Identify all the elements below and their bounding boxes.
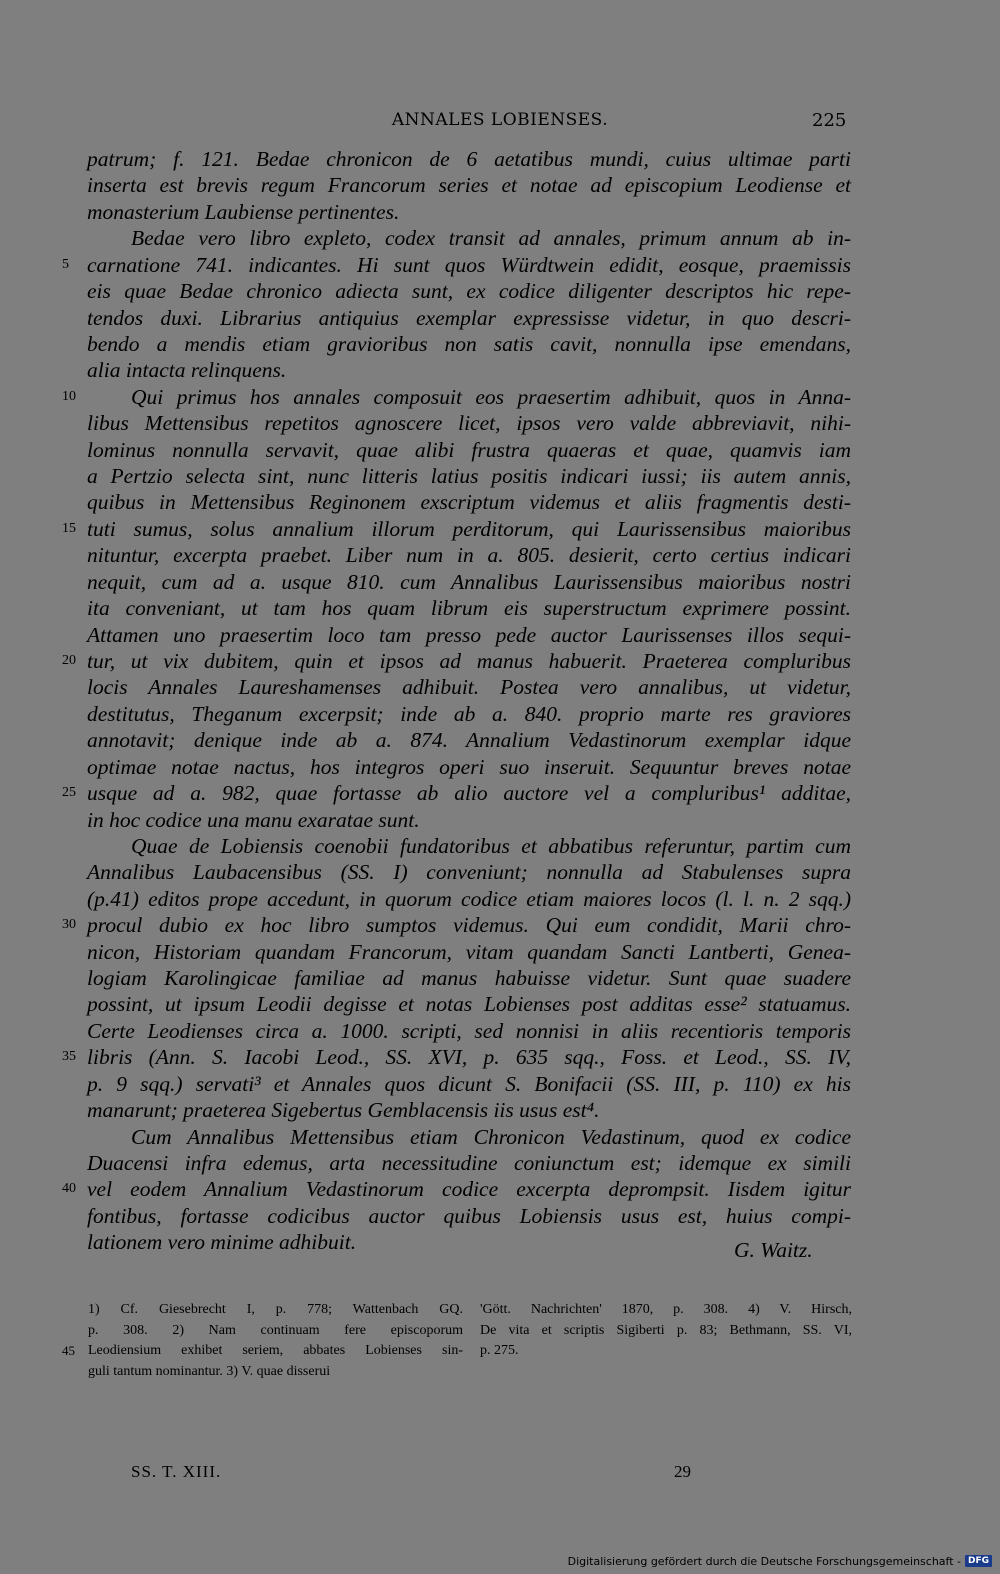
text-line: libus Mettensibus repetitos agnoscere licet, ipsos vero valde abbreviavit, nihi-	[87, 411, 851, 435]
text-line: lominus nonnulla servavit, quae alibi frustra quaeras et quae, quamvis iam	[87, 438, 851, 462]
text-line: logiam Karolingicae familiae ad manus habuisse videtur. Sunt quae suadere	[87, 966, 851, 990]
footnote-line: De vita et scriptis Sigiberti p. 83; Bethmann, SS. VI,	[480, 1322, 852, 1338]
text-line: destitutus, Theganum excerpsit; inde ab a. 840. proprio marte res graviores	[87, 702, 851, 726]
text-line: p. 9 sqq.) servati³ et Annales quos dicunt S. Bonifacii (SS. III, p. 110) ex his	[87, 1072, 851, 1096]
text-line: Attamen uno praesertim loco tam presso pede auctor Laurissenses illos sequi-	[87, 623, 851, 647]
footnote-line: 'Gött. Nachrichten' 1870, p. 308. 4) V. Hirsch,	[480, 1302, 852, 1317]
footnotes-right-column	[480, 1300, 852, 1362]
line-number: 15	[62, 521, 76, 536]
credit-text: Digitalisierung gefördert durch die Deutsche Forschungsgemeinschaft -	[567, 1554, 961, 1568]
text-line: possint, ut ipsum Leodii degisse et notas Lobienses post additas esse² statuamus.	[87, 992, 851, 1016]
text-line: a Pertzio selecta sint, nunc litteris latius positis indicari iussi; iis autem annis,	[87, 464, 851, 488]
footnote-line: p. 308. 2) Nam continuam fere episcoporum	[88, 1322, 463, 1338]
text-line: in hoc codice una manu exaratae sunt.	[87, 808, 420, 832]
text-line: Annalibus Laubacensibus (SS. I) conveniunt; nonnulla ad Stabulenses supra	[87, 860, 851, 884]
text-line: ita conveniant, ut tam hos quam librum eis superstructum exprimere possint.	[87, 596, 851, 620]
line-number: 20	[62, 653, 76, 668]
signature-mark: SS. T. XIII.	[131, 1462, 222, 1481]
text-line: vel eodem Annalium Vedastinorum codice excerpta deprompsit. Iisdem igitur	[87, 1177, 851, 1201]
text-line: tuti sumus, solus annalium illorum perditorum, qui Laurissensibus maioribus	[87, 517, 851, 541]
line-number: 35	[62, 1049, 76, 1064]
text-line: locis Annales Laureshamenses adhibuit. Postea vero annalibus, ut videtur,	[87, 675, 851, 699]
text-line: tur, ut vix dubitem, quin et ipsos ad manus habuerit. Praeterea compluribus	[87, 649, 851, 673]
page-number: 225	[812, 110, 847, 131]
text-line: usque ad a. 982, quae fortasse ab alio auctore vel a compluribus¹ additae,	[87, 781, 851, 805]
text-line: patrum; f. 121. Bedae chronicon de 6 aetatibus mundi, cuius ultimae parti	[87, 147, 851, 171]
text-line: nituntur, excerpta praebet. Liber num in a. 805. desierit, certo certius indicari	[87, 543, 851, 567]
text-line: manarunt; praeterea Sigebertus Gemblacensis iis usus est⁴.	[87, 1098, 600, 1122]
text-line: libris (Ann. S. Iacobi Leod., SS. XVI, p. 635 sqq., Foss. et Leod., SS. IV,	[87, 1045, 851, 1069]
text-line: nicon, Historiam quandam Francorum, vitam quandam Sancti Lantberti, Genea-	[87, 940, 851, 964]
digitization-credit	[568, 1551, 992, 1571]
text-line: monasterium Laubiense pertinentes.	[87, 200, 400, 224]
text-line: carnatione 741. indicantes. Hi sunt quos Würdtwein edidit, eosque, praemissis	[87, 253, 851, 277]
text-line: Quae de Lobiensis coenobii fundatoribus et abbatibus referuntur, partim cum	[131, 834, 851, 858]
text-line: Certe Leodienses circa a. 1000. scripti, sed nonnisi in aliis recentioris temporis	[87, 1019, 851, 1043]
line-number: 30	[62, 917, 76, 932]
text-line: (p.41) editos prope accedunt, in quorum codice etiam maiores locos (l. l. n. 2 sqq.)	[87, 887, 851, 911]
text-line: bendo a mendis etiam gravioribus non satis cavit, nonnulla ipse emendans,	[87, 332, 851, 356]
text-line: lationem vero minime adhibuit.	[87, 1230, 357, 1254]
text-line: annotavit; denique inde ab a. 874. Annalium Vedastinorum exemplar idque	[87, 728, 851, 752]
footnote-line: guli tantum nominantur. 3) V. quae disserui	[88, 1363, 331, 1379]
line-number: 45	[62, 1343, 75, 1358]
text-line: fontibus, fortasse codicibus auctor quibus Lobiensis usus est, huius compi-	[87, 1204, 851, 1228]
author-signature: G. Waitz.	[734, 1238, 813, 1262]
footnotes-left-column	[62, 1300, 463, 1382]
sheet-number: 29	[674, 1462, 691, 1481]
text-line: quibus in Mettensibus Reginonem exscriptum videmus et aliis fragmentis desti-	[87, 490, 851, 514]
footnote-line: 1) Cf. Giesebrecht I, p. 778; Wattenbach GQ.	[88, 1302, 463, 1317]
text-line: Qui primus hos annales composuit eos praesertim adhibuit, quos in Anna-	[131, 385, 851, 409]
text-line: procul dubio ex hoc libro sumptos videmus. Qui eum condidit, Marii chro-	[87, 913, 851, 937]
text-line: tendos duxi. Librarius antiquius exemplar expressisse videtur, in quo descri-	[87, 306, 851, 330]
footnote-line: p. 275.	[480, 1343, 519, 1358]
text-line: inserta est brevis regum Francorum series et notae ad episcopium Leodiense et	[87, 173, 851, 197]
running-title: ANNALES LOBIENSES.	[391, 110, 609, 130]
text-line: optimae notae nactus, hos integros operi suo inseruit. Sequuntur breves notae	[87, 755, 851, 779]
text-line: alia intacta relinquens.	[87, 358, 287, 382]
line-number: 5	[62, 257, 69, 272]
footnote-line: Leodiensium exhibet seriem, abbates Lobienses sin-	[88, 1343, 463, 1358]
line-number: 10	[62, 389, 76, 404]
text-line: Duacensi infra edemus, arta necessitudine coniunctum est; idemque ex simili	[87, 1151, 851, 1175]
text-line: Cum Annalibus Mettensibus etiam Chronicon Vedastinum, quod ex codice	[131, 1125, 851, 1149]
line-number: 25	[62, 785, 76, 800]
text-line: Bedae vero libro expleto, codex transit ad annales, primum annum ab in-	[131, 226, 851, 250]
text-line: nequit, cum ad a. usque 810. cum Annalibus Laurissensibus maioribus nostri	[87, 570, 851, 594]
line-number: 40	[62, 1181, 76, 1196]
dfg-logo-icon: DFG	[965, 1555, 992, 1567]
text-line: eis quae Bedae chronico adiecta sunt, ex codice diligenter descriptos hic repe-	[87, 279, 851, 303]
